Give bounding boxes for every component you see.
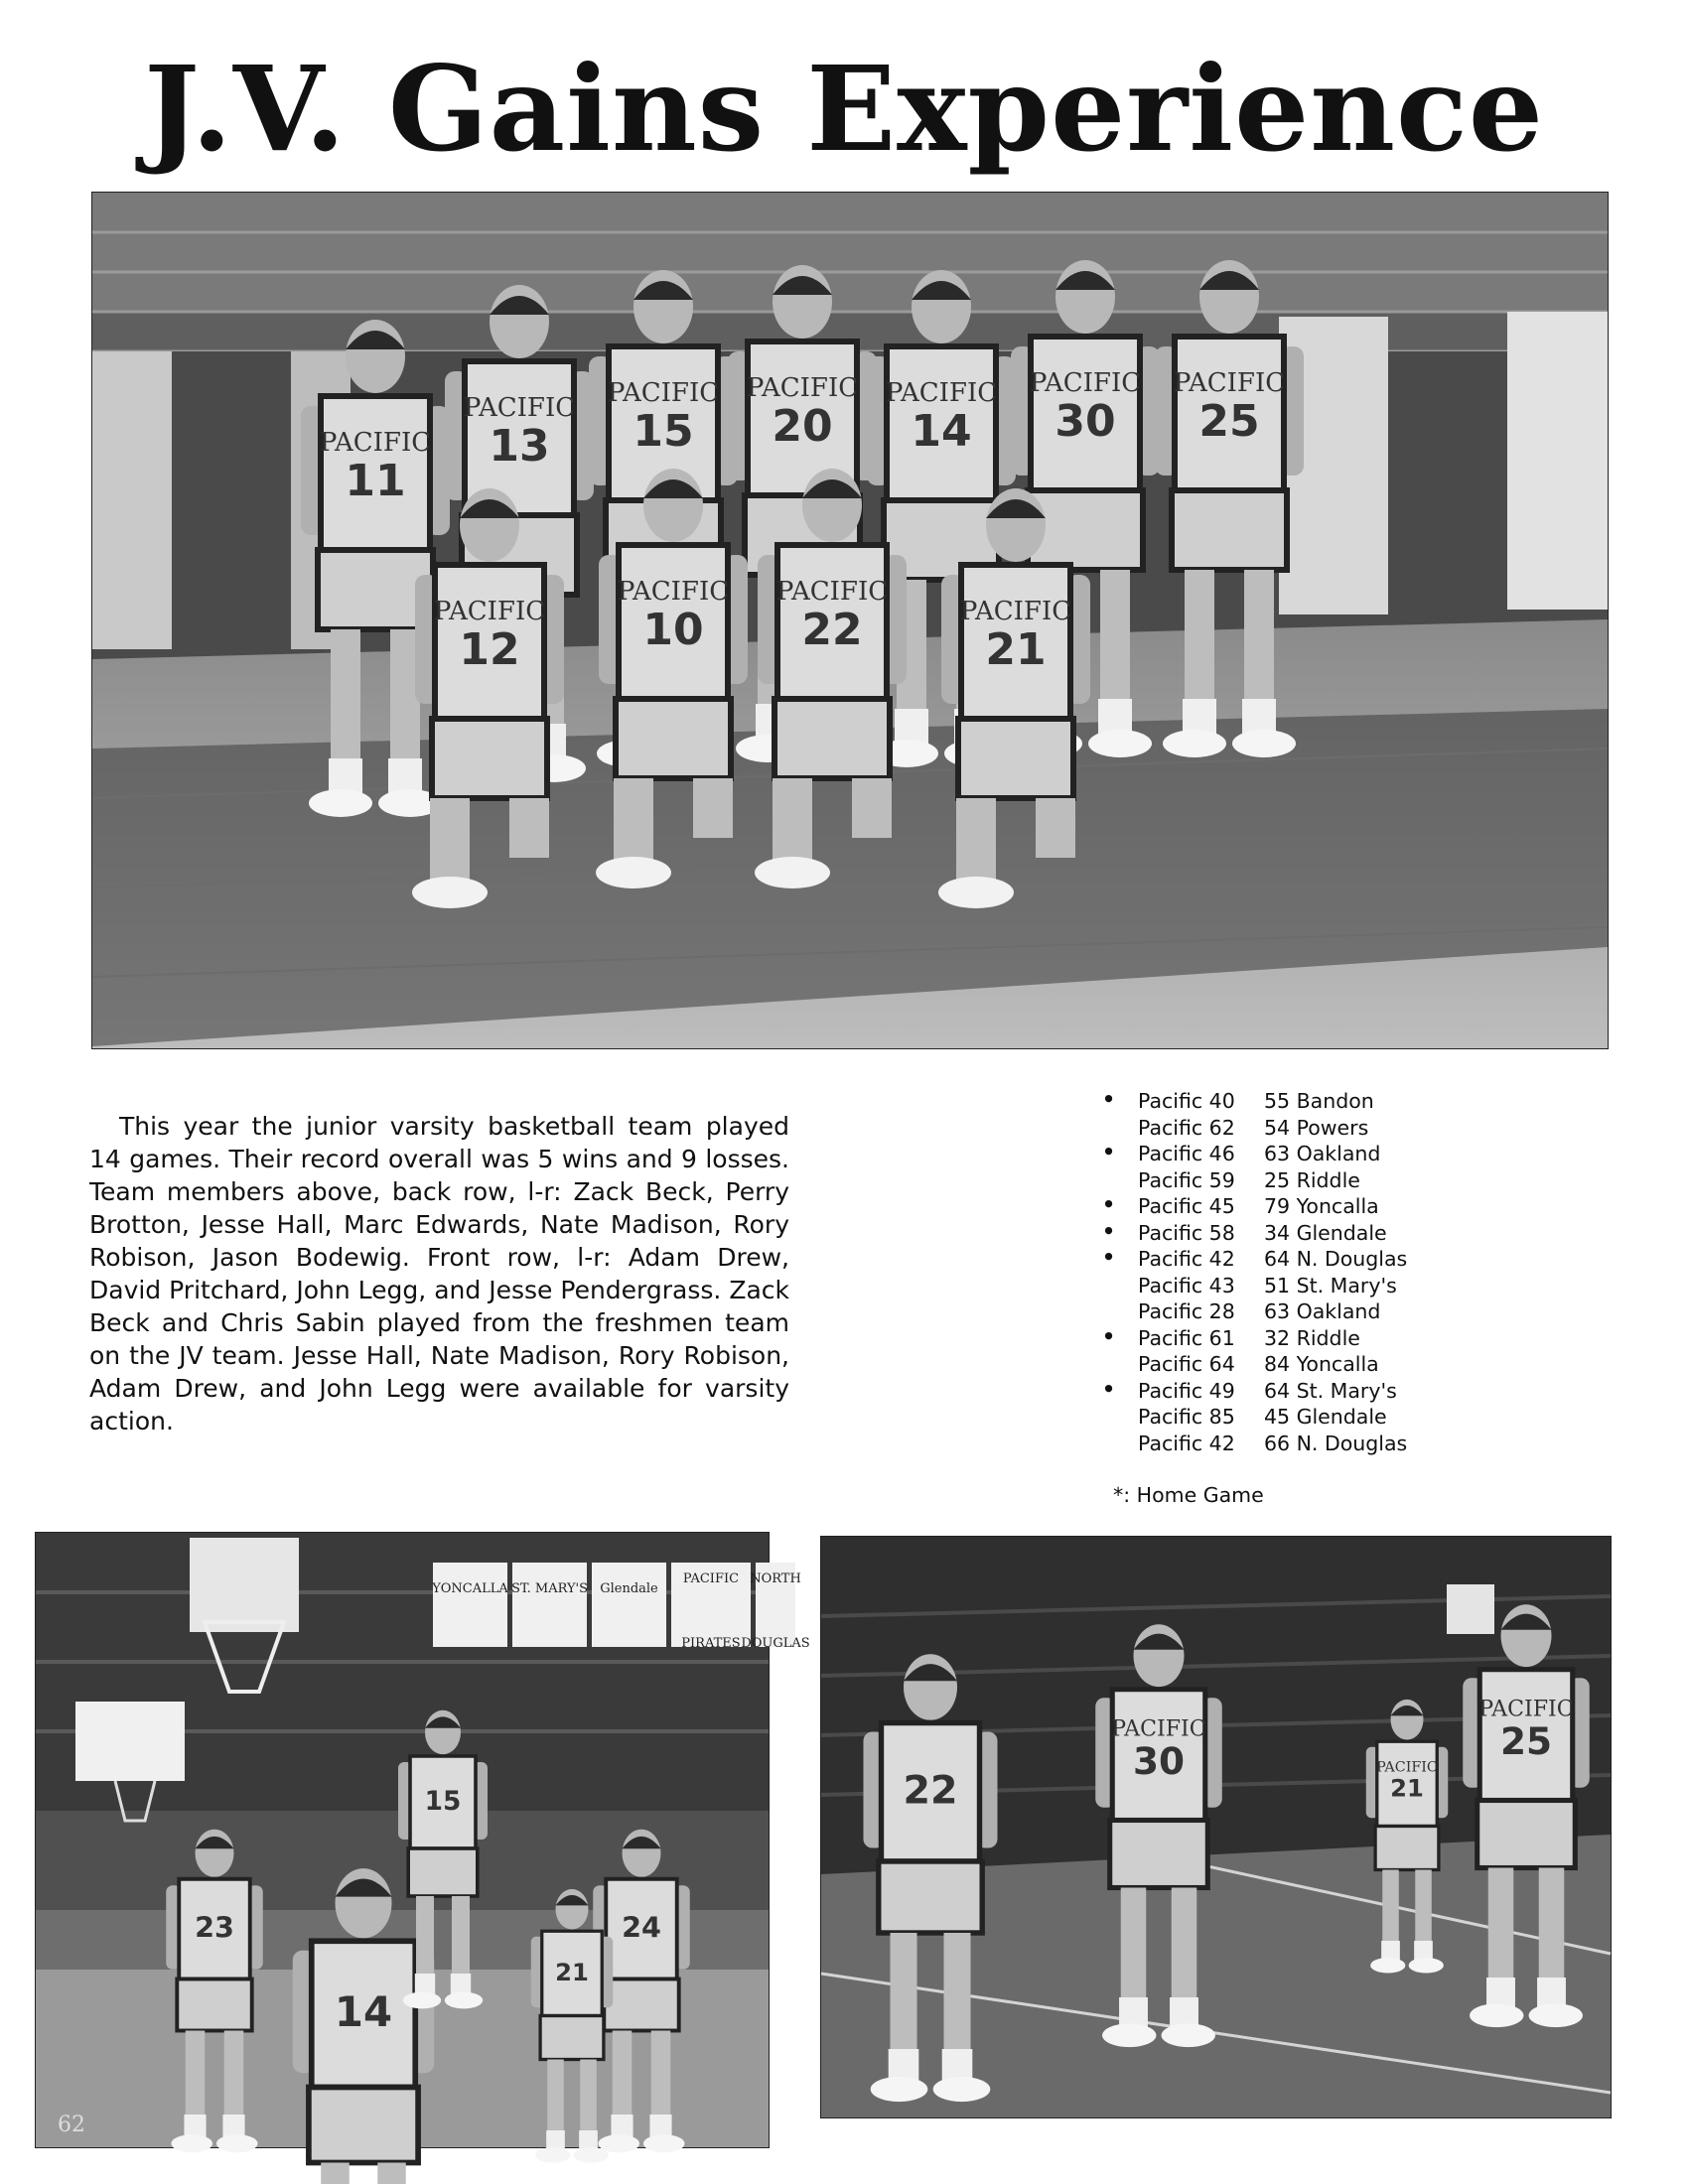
- jersey-number: 15: [424, 1786, 462, 1817]
- page-number: 62: [58, 2113, 85, 2137]
- banner-text: PACIFIC: [682, 1571, 740, 1586]
- pacific-score: Pacific 61: [1138, 1325, 1235, 1350]
- pacific-score: Pacific 62: [1138, 1115, 1235, 1140]
- game-schedule: [1102, 1087, 1452, 1456]
- jersey-text: PACIFIC: [746, 373, 859, 403]
- schedule-row: [1114, 1273, 1452, 1299]
- jersey-number: 14: [334, 1986, 393, 2036]
- team-photo: [91, 192, 1609, 1049]
- banner-text: YONCALLA: [432, 1581, 508, 1596]
- pacific-score: Pacific 40: [1138, 1089, 1235, 1113]
- pacific-score: Pacific 28: [1138, 1299, 1235, 1323]
- pacific-score: Pacific 58: [1138, 1220, 1235, 1245]
- opponent-score: 79 Yoncalla: [1264, 1194, 1379, 1218]
- jersey-text: PACIFIC: [959, 597, 1072, 626]
- school-banner: [671, 1563, 751, 1647]
- jersey-text: PACIFIC: [1376, 1759, 1438, 1776]
- action-photo-left: [35, 1532, 810, 2148]
- school-banner: [592, 1563, 666, 1647]
- jersey-text: PACIFIC: [617, 577, 730, 607]
- jersey-text: PACIFIC: [607, 378, 720, 408]
- school-banner: [750, 1563, 801, 1647]
- home-game-marker: •: [1102, 1245, 1116, 1269]
- banner-text: PIRATES: [681, 1636, 741, 1651]
- jersey-number: 25: [1198, 396, 1260, 447]
- opponent-score: 63 Oakland: [1264, 1299, 1381, 1323]
- jersey-number: 21: [985, 624, 1047, 675]
- pacific-score: Pacific 45: [1138, 1194, 1235, 1218]
- jersey-number: 14: [911, 406, 972, 457]
- school-banner: [681, 1636, 740, 1651]
- jersey-text: PACIFIC: [1173, 368, 1286, 398]
- opponent-score: 51 St. Mary's: [1264, 1273, 1397, 1297]
- school-banner: [741, 1636, 809, 1651]
- opponent-score: 84 Yoncalla: [1264, 1352, 1379, 1376]
- schedule-row: [1102, 1192, 1452, 1220]
- jersey-number: 21: [1390, 1774, 1424, 1803]
- home-game-marker: •: [1102, 1376, 1116, 1401]
- opponent-score: 66 N. Douglas: [1264, 1431, 1408, 1455]
- pacific-score: Pacific 49: [1138, 1378, 1235, 1403]
- opponent-score: 55 Bandon: [1264, 1089, 1374, 1113]
- jersey-text: PACIFIC: [1029, 368, 1142, 398]
- opponent-score: 45 Glendale: [1264, 1405, 1387, 1429]
- home-game-legend: *: Home Game: [1113, 1483, 1264, 1507]
- schedule-row: [1102, 1140, 1452, 1167]
- jersey-number: 30: [1132, 1738, 1186, 1783]
- jersey-text: PACIFIC: [1478, 1696, 1574, 1722]
- banner-text: ST. MARY'S: [510, 1581, 589, 1596]
- banner-text: NORTH: [750, 1571, 801, 1586]
- jersey-number: 11: [345, 456, 406, 506]
- jersey-number: 22: [903, 1767, 958, 1814]
- jersey-number: 12: [459, 624, 520, 675]
- jersey-text: PACIFIC: [463, 393, 576, 423]
- jersey-number: 20: [772, 401, 833, 452]
- jersey-text: PACIFIC: [433, 597, 546, 626]
- schedule-row: [1114, 1431, 1452, 1457]
- jersey-text: PACIFIC: [775, 577, 889, 607]
- jersey-text: PACIFIC: [319, 428, 432, 458]
- schedule-row: [1114, 1167, 1452, 1194]
- pacific-score: Pacific 46: [1138, 1142, 1235, 1165]
- home-game-marker: •: [1102, 1192, 1116, 1216]
- opponent-score: 54 Powers: [1264, 1115, 1369, 1140]
- school-banner: [511, 1563, 588, 1647]
- schedule-row: [1102, 1218, 1452, 1247]
- opponent-score: 64 St. Mary's: [1264, 1378, 1397, 1403]
- pacific-score: Pacific 59: [1138, 1167, 1235, 1192]
- opponent-score: 34 Glendale: [1264, 1220, 1387, 1245]
- jersey-number: 23: [195, 1910, 234, 1945]
- jersey-number: 24: [622, 1910, 661, 1945]
- schedule-row: [1114, 1404, 1452, 1431]
- schedule-row: [1102, 1087, 1452, 1115]
- home-game-marker: •: [1102, 1087, 1116, 1111]
- jersey-text: PACIFIC: [1111, 1715, 1206, 1742]
- schedule-row: [1102, 1245, 1452, 1273]
- jersey-number: 15: [633, 406, 694, 457]
- school-banner: [431, 1563, 508, 1647]
- pacific-score: Pacific 42: [1138, 1247, 1235, 1271]
- jersey-number: 22: [801, 605, 863, 655]
- schedule-row: [1114, 1351, 1452, 1378]
- home-game-marker: •: [1102, 1323, 1116, 1348]
- opponent-score: 64 N. Douglas: [1264, 1247, 1408, 1271]
- jersey-text: PACIFIC: [885, 378, 998, 408]
- schedule-row: [1102, 1323, 1452, 1352]
- jersey-number: 21: [555, 1958, 589, 1986]
- jersey-number: 30: [1055, 396, 1116, 447]
- pacific-score: Pacific 64: [1138, 1352, 1235, 1376]
- schedule-row: [1102, 1376, 1452, 1405]
- page-title: J.V. Gains Experience: [144, 40, 1544, 178]
- jersey-number: 10: [642, 605, 704, 655]
- jersey-number: 25: [1499, 1718, 1553, 1763]
- banner-text: DOUGLAS: [741, 1636, 810, 1651]
- home-game-marker: •: [1102, 1218, 1116, 1243]
- basketball-hoop-backboard: [1447, 1584, 1494, 1634]
- schedule-row: [1114, 1115, 1452, 1142]
- opponent-score: 32 Riddle: [1264, 1325, 1360, 1350]
- home-game-marker: •: [1102, 1140, 1116, 1163]
- basketball-hoop-backboard: [190, 1538, 299, 1632]
- opponent-score: 25 Riddle: [1264, 1167, 1360, 1192]
- schedule-row: [1114, 1298, 1452, 1325]
- caption: This year the junior varsity basketball team played 14 games. Their record overall was 5 wins and 9 losses. Team members above, back row, l-r: Zack Beck, Perry Brotton, Jesse Hall, Marc Edwards, Nate Madison, Rory Robison, Jason Bodewig. Front row, l-r: Adam Drew, David Pritchard, John Legg, and Jesse Pendergrass. Zack Beck and Chris Sabin played from the freshmen team on the JV team. Jesse Hall, Nate Madison, Rory Robison, Adam Drew, and John Legg were available for varsity action.: [89, 1112, 789, 1435]
- action-photo-right: [820, 1536, 1612, 2118]
- pacific-score: Pacific 42: [1138, 1431, 1235, 1455]
- pacific-score: Pacific 85: [1138, 1405, 1235, 1429]
- opponent-score: 63 Oakland: [1264, 1142, 1381, 1165]
- jersey-number: 13: [489, 421, 550, 472]
- banner-text: Glendale: [600, 1581, 658, 1596]
- pacific-score: Pacific 43: [1138, 1273, 1235, 1297]
